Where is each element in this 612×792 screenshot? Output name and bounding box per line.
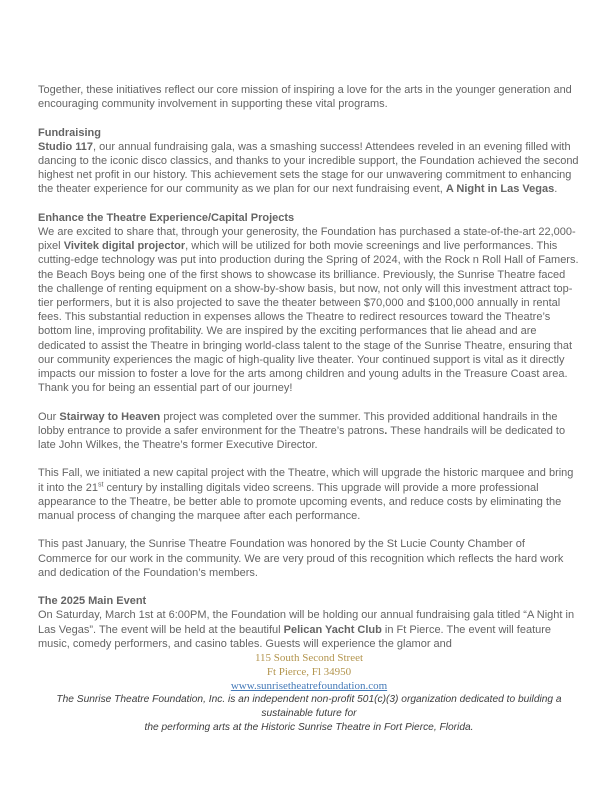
body-text-run: , which will be utilized for both movie screenings and live performances. This cutting-edge technology was put into production during the Spring of 2024, with the Rock n Roll Hall of Famers. the Beach Boys being one of the first shows to showcase its brilliance. Previously, the Sunrise Theatre faced the challenge of renting equipment on a show-by-show basis, but now, not only will this investment attract top-tier performers, but it is also projected to save the theater between $70,000 and $100,000 annually in rental fees. This substantial reduction in expenses allows the Theatre to redirect resources toward the Theatre’s bottom line, improving profitability. We are inspired by the exciting performances that lie ahead and are dedicated to assist the Theatre in bringing world-class talent to the stage of the Sunrise Theatre, ensuring that our community experiences the magic of high-quality live theater. Your continued support is vital as it directly impacts our mission to foster a love for the arts among children and young adults in the Treasure Coast area. Thank you for being an essential part of our journey! xyxy=(38,240,579,395)
body-text-run: This Fall, we initiated a new capital project with the Theatre, which will upgrade the historic marquee and bring it into the 21 xyxy=(38,467,574,494)
paragraph xyxy=(38,466,580,523)
bold-text: . xyxy=(384,424,388,437)
body-text-run: Together, these initiatives reflect our core mission of inspiring a love for the arts in the younger generation and encouraging community involvement in supporting these vital programs. xyxy=(38,84,572,111)
website-link[interactable]: www.sunrisetheatrefoundation.com xyxy=(230,680,388,693)
section-heading: Fundraising xyxy=(38,126,101,139)
paragraph xyxy=(38,410,580,453)
paragraph xyxy=(38,83,580,111)
body-text-run: These handrails will be dedicated to late John Wilkes, the Theatre’s former Executive Director. xyxy=(38,424,566,452)
section-heading: The 2025 Main Event xyxy=(38,595,147,608)
bold-text: A Night in Las Vegas xyxy=(445,183,555,196)
bold-text: Stairway to Heaven xyxy=(59,410,161,423)
body-text-run: , our annual fundraising gala, was a smashing success! Attendees reveled in an evening filled with dancing to the iconic disco classics, and thanks to your incredible support, the Foundation achieved the second highest net profit in our history. This achievement sets the stage for our unwavering commitment to enhancing the theater experience for our community as we plan for our next fundraising event, xyxy=(38,140,579,196)
footer-disclaimer-line2: the performing arts at the Historic Sunrise Theatre in Fort Pierce, Florida. xyxy=(144,721,474,733)
body-text-run: in Ft Pierce. The event will feature music, comedy performers, and casino tables. Guests will experience the glamor and xyxy=(38,623,552,650)
superscript-text: st xyxy=(97,480,104,488)
bold-text: Pelican Yacht Club xyxy=(283,623,382,636)
section-heading: Enhance the Theatre Experience/Capital Projects xyxy=(38,211,295,224)
footer-address-city: Ft Pierce, Fl 34950 xyxy=(266,666,352,679)
body-text-run: . xyxy=(554,183,558,196)
footer-disclaimer-line1: The Sunrise Theatre Foundation, Inc. is an independent non-profit 501(c)(3) organization dedicated to building a sustainable future for xyxy=(56,694,562,719)
document-body xyxy=(38,83,580,651)
body-text-run: Our xyxy=(38,410,60,423)
page-footer xyxy=(38,651,580,734)
paragraph xyxy=(38,537,580,580)
bold-text: Vivitek digital projector xyxy=(63,240,186,253)
paragraph xyxy=(38,140,580,197)
footer-website-row xyxy=(38,679,580,693)
paragraph xyxy=(38,225,580,395)
body-text-run: This past January, the Sunrise Theatre Foundation was honored by the St Lucie County Chamber of Commerce for our work in the community. We are very proud of this recognition which reflects the hard work and dedication of the Foundation’s members. xyxy=(38,538,564,579)
body-text-run: project was completed over the summer. This provided additional handrails in the lobby entrance to provide a safer environment for the Theatre’s patrons xyxy=(38,410,558,437)
bold-text: Studio 117 xyxy=(38,140,94,153)
body-text-run: On Saturday, March 1st at 6:00PM, the Foundation will be holding our annual fundraising gala titled “A Night in Las Vegas”. The event will be held at the beautiful xyxy=(38,609,575,636)
paragraph xyxy=(38,608,580,651)
body-text-run: We are excited to share that, through your generosity, the Foundation has purchased a state-of-the-art 22,000-pixel xyxy=(38,226,576,253)
footer-address-street: 115 South Second Street xyxy=(254,652,364,665)
body-text-run: century by installing digitals video screens. This upgrade will provide a more professional appearance to the Theatre, be better able to promote upcoming events, and reduce costs by eliminating the manual process of changing the marquee after each performance. xyxy=(38,481,562,523)
